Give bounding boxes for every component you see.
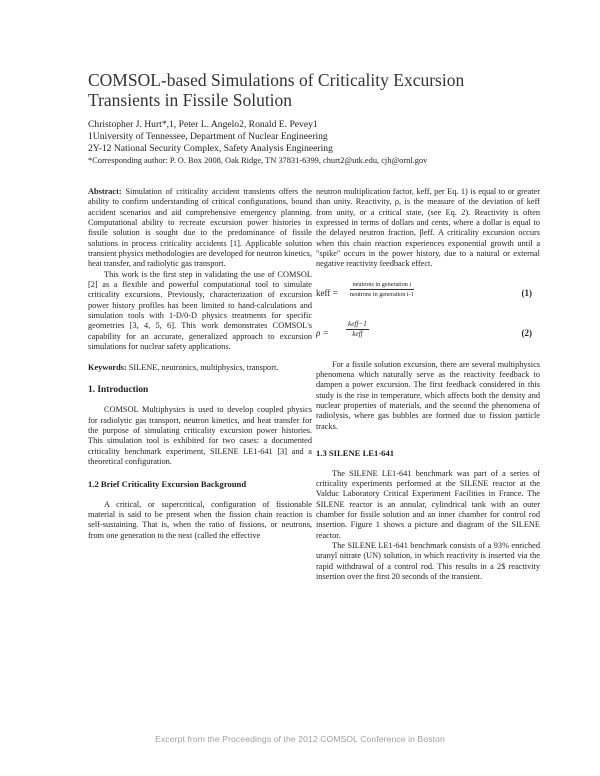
eq1-fraction [350, 280, 414, 299]
equation-1 [316, 280, 540, 310]
silene-heading: 1.3 SILENE LE1-641 [316, 448, 395, 459]
corresponding-author: *Corresponding author: P. O. Box 2008, Oak Ridge, TN 37831-6399, churt2@utk.edu, cjh@ornl.gov [88, 156, 428, 165]
paper-title: COMSOL-based Simulations of Criticality Excursion Transients in Fissile Solution [88, 70, 465, 110]
eq2-fraction [346, 320, 369, 339]
equation-2 [316, 320, 540, 350]
abstract-paragraph-2: This work is the first step in validating the use of COMSOL [2] as a flexible and powerful computational tool to simulate criticality excursions. Previously, characterization of excursion power history profiles has been limited to hand-calculations and simulation tools with 1-D/0-D physics treatments for specific geometries [3, 4, 5, 6]. This work demonstrates COMSOL's capability for an accurate, generalized approach to excursion simulations for nuclear safety applications. [88, 269, 312, 352]
silene-paragraph-1: The SILENE LE1-641 benchmark was part of a series of criticality experiments performed at the SILENE reactor at the Valduc Laboratory Critical Experiment Facilities in France. The SILENE reactor is an annular, cylindrical tank with an outer chamber for fissile solution and an inner chamber for control rod insertion. Figure 1 shows a picture and diagram of the SILENE reactor. [316, 468, 540, 540]
author-list: Christopher J. Hurt*,1, Peter L. Angelo2, Ronald E. Pevey1 [88, 119, 318, 130]
page-footer: Excerpt from the Proceedings of the 2012 COMSOL Conference in Boston [155, 734, 445, 744]
keywords-label: Keywords: [88, 362, 127, 372]
keywords [88, 363, 312, 373]
eq1-lhs: keff = [316, 287, 338, 298]
affiliation-2: 2Y-12 National Security Complex, Safety Analysis Engineering [88, 143, 333, 154]
eq2-numerator: keff−1 [348, 319, 367, 328]
author-block [88, 119, 528, 167]
background-paragraph: A critical, or supercritical, configuration of fissionable material is said to be present when the fission chain reaction is self-sustaining. That is, when the ratio of fissions, or neutrons, from one generation to the next (called the effective [88, 499, 312, 540]
eq2-denominator: keff [352, 329, 363, 338]
keywords-text: SILENE, neutronics, multiphysics, transport. [128, 362, 279, 372]
reactivity-paragraph: neutron multiplication factor, keff, per Eq. 1) is equal to or greater than unity. Reactivity, ρ, is the measure of the deviation of keff from unity, or a critical state, (see Eq. 2). Reactivity is often expressed in terms of dollars and cents, where a dollar is equal to the delayed neutron fraction, βeff. A criticality excursion occurs when this chain reaction experiences exponential growth until a "spike" occurs in the power history, due to a natural or external negative reactivity feedback effect. [316, 187, 540, 269]
eq1-denominator: neutrons in generation i-1 [350, 290, 414, 298]
intro-paragraph: COMSOL Multiphysics is used to develop coupled physics for radiolytic gas transport, neutron kinetics, and heat transfer for the purpose of simulating criticality excursion power histories. This simulation tool is exhibited for two cases: a documented criticality benchmark experiment, SILENE LE1-641 [3] and a theoretical configuration. [88, 405, 312, 466]
background-heading: 1.2 Brief Criticality Excursion Background [88, 479, 247, 490]
silene-paragraph-2: The SILENE LE1-641 benchmark consists of a 93% enriched uranyl nitrate (UN) solution, in which reactivity is inserted via the rapid withdrawal of a control rod. This results in a 2$ reactivity insertion over the first 20 seconds of the transient. [316, 540, 540, 581]
affiliation-1: 1University of Tennessee, Department of Nuclear Engineering [88, 131, 328, 142]
eq2-number: (2) [521, 327, 532, 338]
eq1-number: (1) [521, 287, 532, 298]
right-column [316, 187, 540, 582]
feedback-paragraph: For a fissile solution excursion, there are several multiphysics phenomena which naturally serve as the reactivity feedback to dampen a power excursion. The first feedback considered in this study is the rise in temperature, which affects both the density and nuclear properties of materials, and the second the phenomena of radiolysis, where gas bubbles are formed due to fission particle tracks. [316, 359, 540, 431]
intro-heading: 1. Introduction [88, 384, 149, 395]
left-column [88, 187, 312, 541]
eq1-numerator: neutrons in generation i [350, 280, 414, 290]
eq2-lhs: ρ = [316, 327, 329, 338]
abstract-text: Simulation of criticality accident transients offers the ability to confirm understanding of critical configurations, bound accident scenarios and aid comprehensive emergency planning. Computational ability to recreate excursion power histories in fissile solution is sought due to the predominance of fissile solutions in process criticality accidents [1]. Applicable solution transient physics methodologies are developed for neutron kinetics, heat transfer, and radiolytic gas transport. [88, 187, 312, 269]
abstract-label: Abstract: [88, 187, 122, 196]
abstract-paragraph [88, 187, 312, 270]
